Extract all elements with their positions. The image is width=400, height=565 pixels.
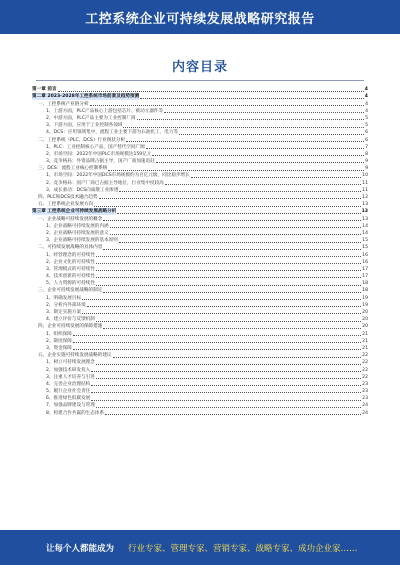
toc-leader-dots: [96, 407, 361, 408]
toc-entry[interactable]: [32, 136, 368, 143]
toc-entry-page: 6: [365, 137, 368, 143]
toc-leader-dots: [91, 392, 361, 393]
toc-entry[interactable]: [32, 237, 368, 244]
toc-entry-page: 23: [362, 396, 368, 402]
toc-entry[interactable]: [32, 244, 368, 251]
toc-leader-dots: [108, 170, 364, 171]
toc-entry-text: 2、分析内外部环境: [46, 302, 86, 308]
toc-entry-text: 二、工控系统（PLC、DCS）行业现状分析: [38, 137, 126, 143]
toc-entry-page: 17: [362, 266, 368, 272]
toc-entry[interactable]: [32, 352, 368, 359]
toc-leader-dots: [82, 313, 361, 314]
toc-entry-text: 5、履行企业社会责任: [46, 389, 91, 395]
toc-entry-text: 5、人力资源的可持续性: [46, 281, 95, 287]
toc-leader-dots: [137, 119, 365, 120]
toc-entry-page: 22: [362, 353, 368, 359]
table-of-contents: [32, 86, 368, 417]
toc-entry-text: 五、企业实施可持续发展战略的建议: [38, 353, 112, 359]
toc-entry-text: 一、企业战略可持续发展的概念: [38, 216, 103, 222]
toc-entry[interactable]: [32, 187, 368, 194]
toc-leader-dots: [73, 349, 361, 350]
toc-leader-dots: [146, 148, 364, 149]
toc-entry[interactable]: [32, 273, 368, 280]
toc-entry[interactable]: [32, 251, 368, 258]
toc-entry[interactable]: [32, 287, 368, 294]
toc-entry-text: 2、制度保障: [46, 338, 72, 344]
toc-entry-page: 16: [362, 252, 368, 258]
toc-entry-page: 23: [362, 381, 368, 387]
toc-leader-dots: [58, 91, 364, 92]
toc-entry-page: 14: [362, 223, 368, 229]
toc-entry-page: 16: [362, 259, 368, 265]
toc-entry[interactable]: [32, 93, 368, 100]
toc-entry[interactable]: [32, 144, 368, 151]
toc-entry[interactable]: [32, 151, 368, 158]
toc-leader-dots: [113, 357, 362, 358]
toc-entry[interactable]: [32, 359, 368, 366]
toc-leader-dots: [90, 105, 365, 106]
toc-leader-dots: [96, 378, 361, 379]
toc-leader-dots: [82, 299, 361, 300]
toc-entry-page: 13: [361, 209, 368, 215]
toc-entry[interactable]: [32, 215, 368, 222]
toc-entry-page: 6: [365, 130, 368, 136]
toc-entry-page: 4: [364, 87, 368, 93]
toc-leader-dots: [140, 98, 364, 99]
toc-entry[interactable]: [32, 86, 368, 93]
toc-entry-text: 1、经营理念的可持续性: [46, 252, 95, 258]
toc-entry-text: 1、市场空间：2022年中国DCS市场规模约为百亿元级，同比稳步增长: [46, 173, 190, 179]
toc-entry[interactable]: [32, 129, 368, 136]
toc-entry-text: 4、技术创新的可持续性: [46, 274, 95, 280]
toc-entry[interactable]: [32, 165, 368, 172]
toc-entry-page: 4: [365, 108, 368, 114]
toc-leader-dots: [105, 414, 361, 415]
toc-entry[interactable]: [32, 302, 368, 309]
toc-entry-page: 4: [365, 101, 368, 107]
toc-entry-text: 二、可持续发展战略的具体内容: [38, 245, 103, 251]
toc-entry-text: 2、加强技术研发投入: [46, 367, 91, 373]
toc-entry-text: 2、企业战略可持续发展的意义: [46, 230, 109, 236]
toc-leader-dots: [152, 155, 364, 156]
toc-entry-text: 四、企业可持续发展的保障措施: [38, 324, 103, 330]
toc-entry[interactable]: [32, 230, 368, 237]
toc-entry[interactable]: [32, 309, 368, 316]
toc-entry-page: 20: [362, 317, 368, 323]
toc-leader-dots: [103, 328, 361, 329]
toc-entry[interactable]: [32, 172, 368, 179]
toc-leader-dots: [96, 364, 361, 365]
toc-entry-text: 2、企业文化的可持续性: [46, 259, 95, 265]
toc-entry[interactable]: [32, 374, 368, 381]
toc-entry[interactable]: [32, 158, 368, 165]
toc-entry[interactable]: [32, 115, 368, 122]
toc-entry-page: 18: [362, 281, 368, 287]
toc-entry[interactable]: [32, 266, 368, 273]
toc-leader-dots: [94, 206, 361, 207]
toc-entry[interactable]: [32, 409, 368, 416]
toc-entry-page: 20: [362, 310, 368, 315]
toc-entry-page: 21: [362, 338, 368, 344]
toc-entry[interactable]: [32, 108, 368, 115]
toc-entry-page: 5: [365, 115, 368, 121]
toc-leader-dots: [110, 227, 361, 228]
toc-entry[interactable]: [32, 122, 368, 129]
toc-entry-text: 8、构建合作共赢的生态体系: [46, 410, 105, 416]
toc-entry-page: 5: [365, 123, 368, 129]
toc-entry[interactable]: [32, 323, 368, 330]
toc-entry[interactable]: [32, 223, 368, 230]
toc-entry-text: 第一章 前言: [32, 87, 57, 93]
toc-entry-text: 1、组织保障: [46, 331, 72, 337]
toc-leader-dots: [126, 141, 364, 142]
toc-entry-page: 7: [365, 144, 368, 150]
toc-leader-dots: [103, 249, 361, 250]
toc-entry-text: 4、完善企业治理结构: [46, 381, 91, 387]
toc-entry[interactable]: [32, 316, 368, 323]
toc-leader-dots: [73, 342, 361, 343]
toc-entry-text: 一、工控系统产业链分析: [38, 101, 89, 107]
toc-entry[interactable]: [32, 330, 368, 337]
toc-entry-page: 21: [362, 331, 368, 337]
toc-entry-text: 3、管理模式的可持续性: [46, 266, 95, 272]
toc-entry-text: 1、PLC：工业控制核心产品，国产替代空间广阔: [46, 144, 145, 150]
toc-leader-dots: [99, 198, 362, 199]
toc-entry-page: 24: [362, 403, 368, 409]
toc-entry-text: 3、竞争格局：外资品牌占据主导，国产厂商加速追赶: [46, 159, 155, 165]
toc-entry-page: 22: [362, 360, 368, 366]
toc-leader-dots: [165, 184, 361, 185]
toc-entry[interactable]: [32, 294, 368, 301]
toc-leader-dots: [119, 191, 361, 192]
toc-entry-text: 五、工控系统企业发展方向: [38, 202, 94, 208]
toc-leader-dots: [96, 285, 361, 286]
toc-entry-page: 13: [362, 216, 368, 222]
toc-entry[interactable]: [32, 381, 368, 388]
toc-leader-dots: [123, 127, 364, 128]
toc-entry-text: 3、注重人才培养与引进: [46, 374, 95, 380]
toc-entry-page: 19: [362, 295, 368, 301]
toc-leader-dots: [117, 213, 360, 214]
toc-entry-text: 7、加强品牌建设与管理: [46, 403, 95, 409]
toc-entry-text: 3、下游方面，应用于工业控制各领域: [46, 123, 123, 129]
toc-leader-dots: [87, 306, 361, 307]
toc-leader-dots: [96, 277, 361, 278]
toc-entry-text: 3、成长驱动：DCS向离散工业渗透: [46, 187, 119, 193]
toc-entry-text: 三、企业可持续发展战略的制定: [38, 288, 103, 294]
toc-leader-dots: [96, 321, 361, 322]
toc-entry-text: 3、资金保障: [46, 345, 72, 351]
toc-leader-dots: [110, 234, 361, 235]
toc-entry[interactable]: [32, 208, 368, 215]
toc-entry-page: 10: [362, 173, 368, 179]
toc-entry-text: 1、明确发展目标: [46, 295, 82, 301]
toc-entry[interactable]: [32, 338, 368, 345]
toc-title: 内容目录: [171, 60, 228, 75]
toc-leader-dots: [119, 242, 361, 243]
toc-entry[interactable]: [32, 194, 368, 201]
toc-leader-dots: [156, 162, 364, 163]
toc-entry-text: 4、DCS：应用领域集中，流程工业主要下游为石油化工、电力等: [46, 130, 179, 136]
report-header: [0, 0, 400, 34]
toc-entry[interactable]: [32, 201, 368, 208]
toc-entry-page: 14: [362, 230, 368, 236]
toc-leader-dots: [164, 112, 364, 113]
toc-entry[interactable]: [32, 402, 368, 409]
toc-entry-page: 21: [362, 345, 368, 351]
toc-entry[interactable]: [32, 100, 368, 107]
footer-slogan: 让每个人都能成为: [46, 543, 115, 554]
footer-banner: [0, 530, 400, 565]
toc-entry-page: 9: [365, 166, 368, 172]
toc-entry-page: 20: [362, 324, 368, 330]
toc-leader-dots: [103, 220, 361, 221]
toc-leader-dots: [191, 177, 361, 178]
toc-entry[interactable]: [32, 366, 368, 373]
toc-entry-page: 15: [362, 238, 368, 244]
toc-entry-text: 3、企业战略可持续发展的基本原则: [46, 238, 118, 244]
toc-leader-dots: [96, 256, 361, 257]
toc-entry-page: 22: [362, 374, 368, 380]
toc-entry-text: 4、建立评价与反馈机制: [46, 317, 95, 323]
toc-entry-text: 四、PLC和DCS技术融合趋势: [38, 195, 98, 200]
toc-leader-dots: [103, 292, 361, 293]
toc-entry-text: 6、推进绿色低碳发展: [46, 396, 91, 402]
toc-entry[interactable]: [32, 388, 368, 395]
toc-entry-page: 12: [362, 195, 368, 200]
toc-leader-dots: [91, 371, 361, 372]
toc-entry-text: 1、上游方面，PLC产品核心上游包括芯片、被动元器件等: [46, 108, 164, 114]
toc-entry-text: 1、树立可持续发展理念: [46, 360, 95, 366]
toc-entry-text: 第三章 工控系统企业可持续发展战略分析: [32, 209, 117, 215]
footer-roles: 行业专家、管理专家、营销专家、战略专家、成功企业家……: [128, 543, 358, 554]
toc-entry-page: 18: [362, 288, 368, 294]
toc-entry-text: 第二章 2023-2028年工控系统市场前景及趋势预测: [32, 94, 140, 100]
toc-entry-text: 2、竞争格局：国产厂商已占据主导地位，行业集中度较高: [46, 180, 164, 186]
toc-leader-dots: [179, 134, 364, 135]
toc-leader-dots: [96, 270, 361, 271]
report-title: 工控系统企业可持续发展战略研究报告: [85, 11, 315, 27]
toc-entry[interactable]: [32, 280, 368, 287]
toc-entry-page: 11: [362, 187, 368, 193]
toc-entry-page: 17: [362, 274, 368, 280]
toc-entry-text: 三、DCS：流程工业核心控制系统: [38, 166, 108, 172]
toc-entry-page: 4: [364, 94, 368, 100]
toc-leader-dots: [96, 263, 361, 264]
toc-entry-text: 2、市场空间：2022年中国PLC市场规模达159亿元: [46, 151, 152, 157]
toc-entry[interactable]: [32, 395, 368, 402]
toc-entry-text: 1、企业战略可持续发展的内涵: [46, 223, 109, 229]
toc-entry[interactable]: [32, 345, 368, 352]
toc-entry[interactable]: [32, 179, 368, 186]
toc-leader-dots: [91, 400, 361, 401]
toc-entry-page: 22: [362, 367, 368, 373]
toc-entry-page: 15: [362, 245, 368, 251]
toc-entry[interactable]: [32, 259, 368, 266]
title-divider: [36, 80, 364, 81]
toc-entry-text: 3、制定实施方案: [46, 310, 82, 315]
toc-entry-text: 2、中游方面，PLC产品主要为工业控制厂商: [46, 115, 136, 121]
toc-entry-page: 11: [362, 180, 368, 186]
toc-entry-page: 8: [365, 151, 368, 157]
toc-entry-page: 19: [362, 302, 368, 308]
toc-leader-dots: [73, 335, 361, 336]
toc-entry-page: 13: [362, 202, 368, 208]
toc-entry-page: 9: [365, 159, 368, 165]
toc-entry-page: 23: [362, 389, 368, 395]
toc-leader-dots: [91, 385, 361, 386]
toc-entry-page: 24: [362, 410, 368, 416]
